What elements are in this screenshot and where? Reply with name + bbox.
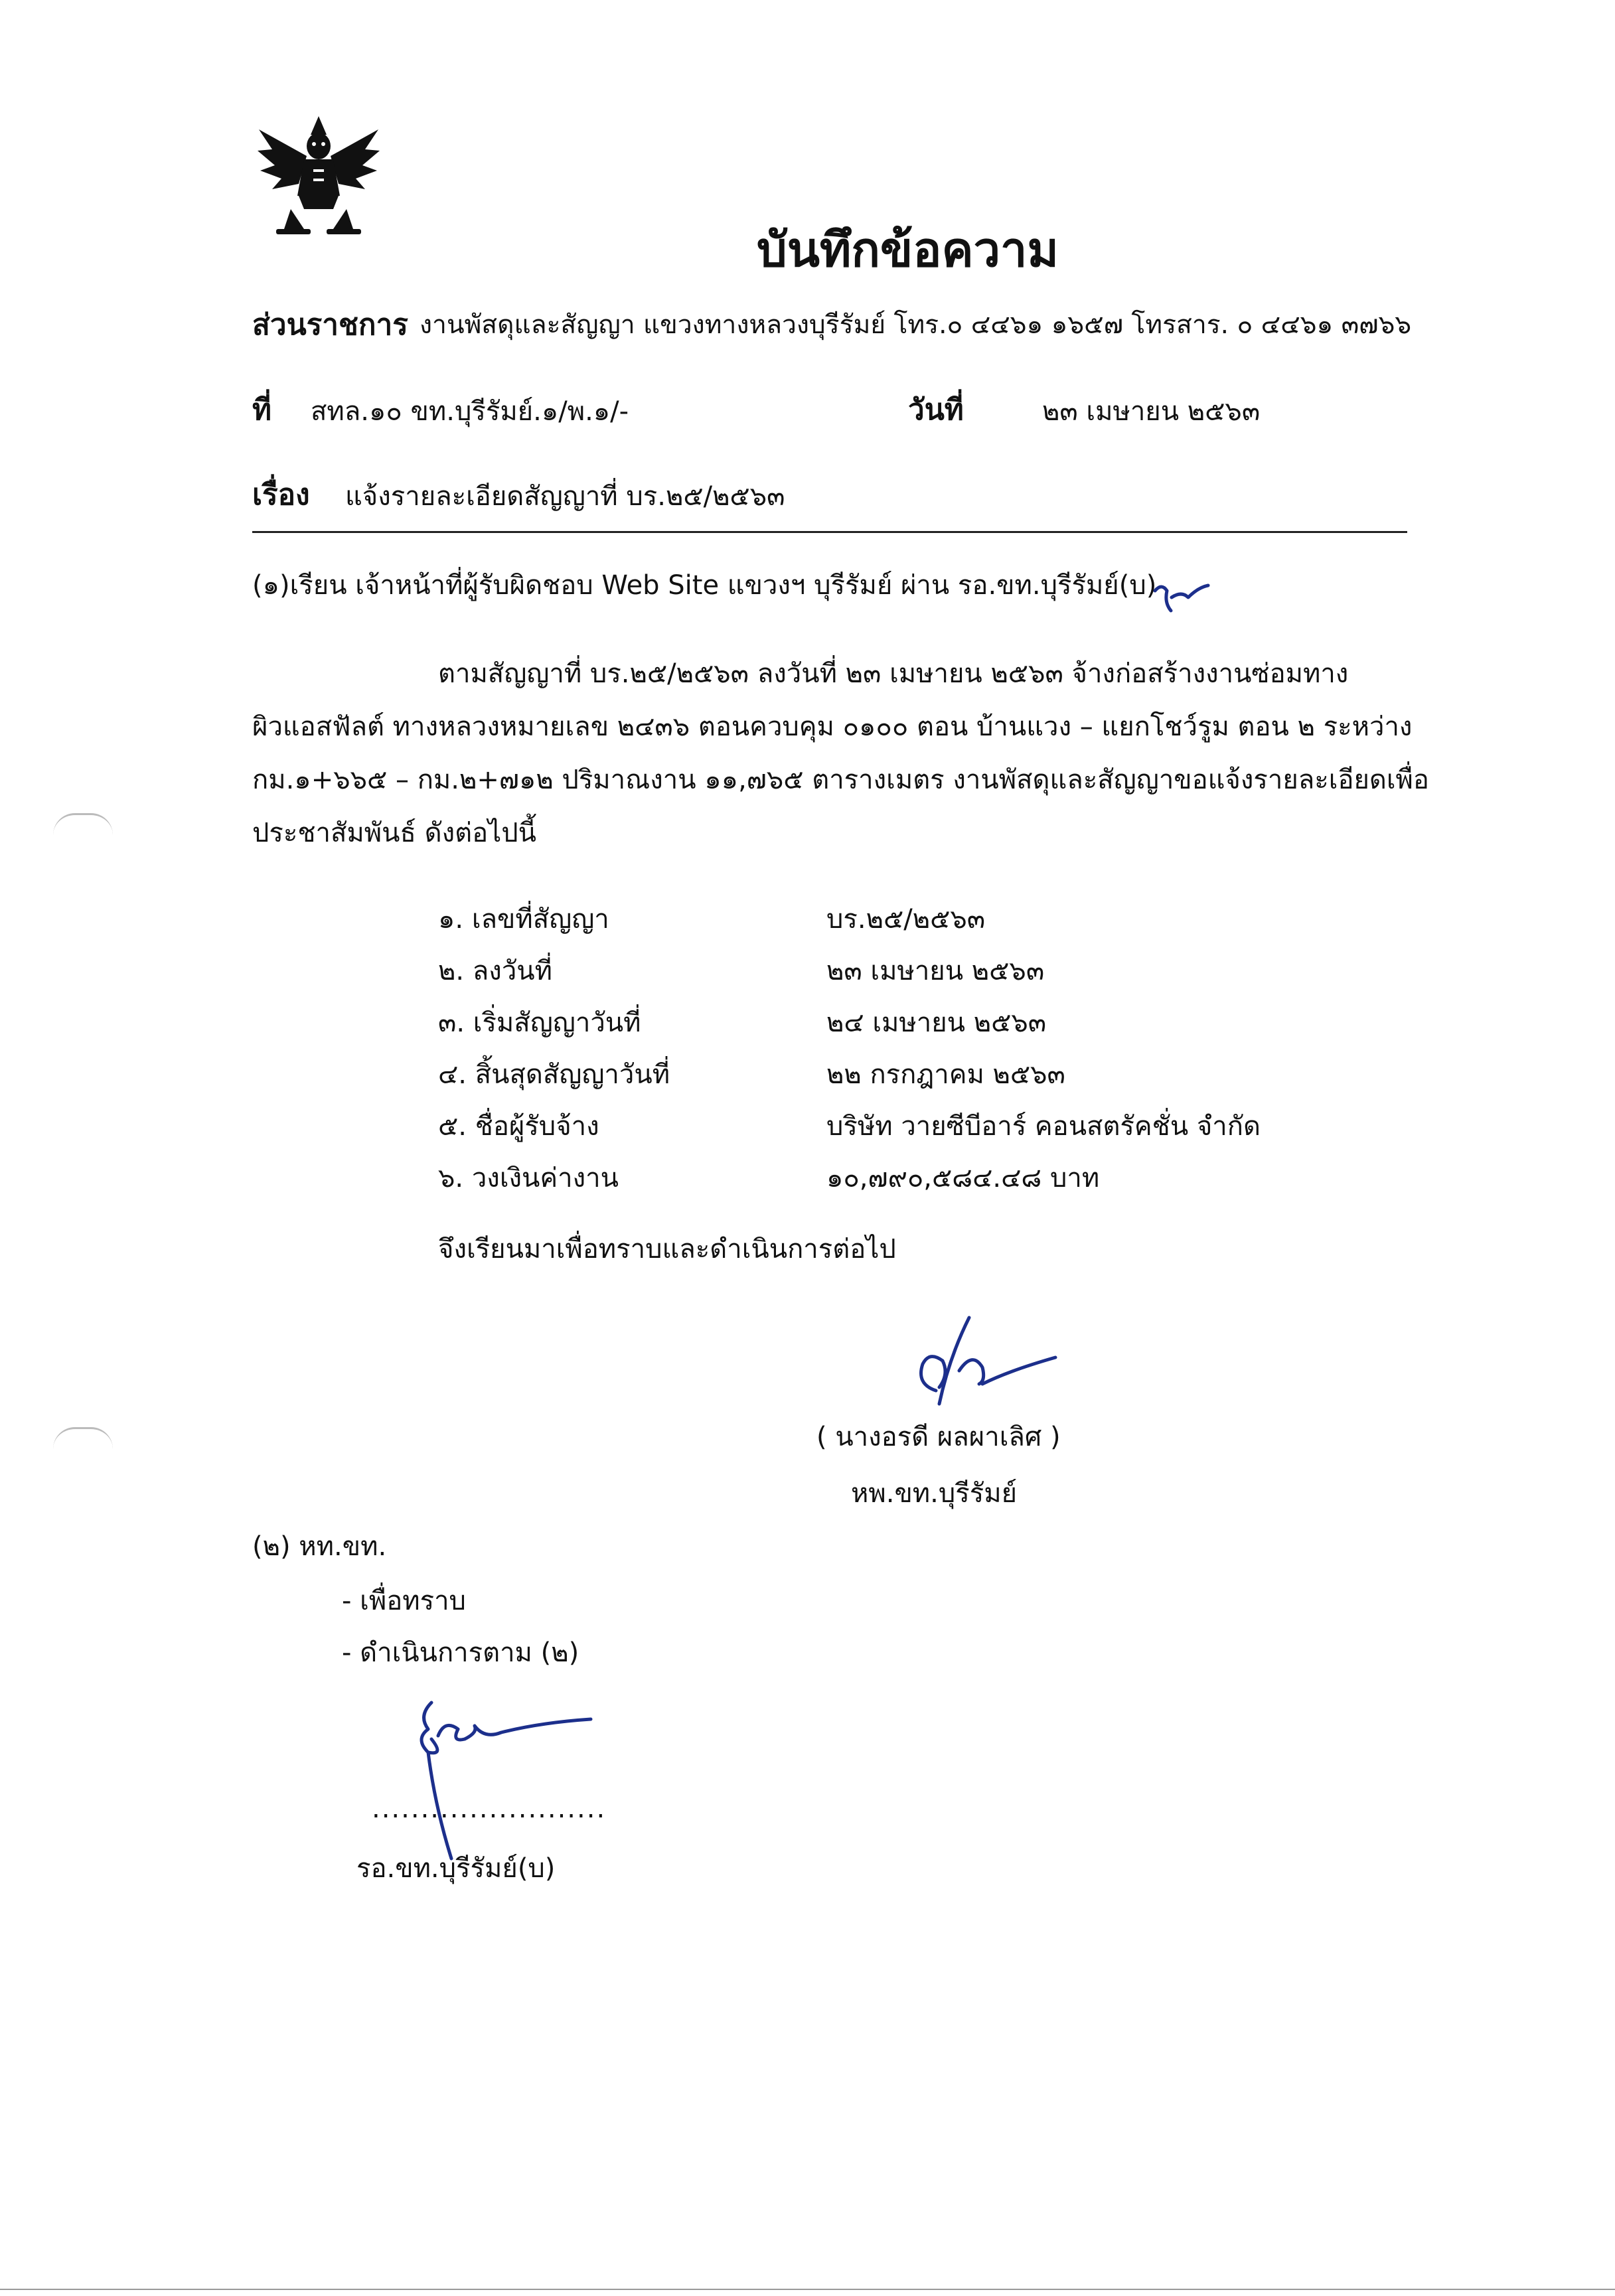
section2-item: - เพื่อทราบ: [342, 1586, 466, 1616]
paragraph-line-3: กม.๑+๖๖๕ – กม.๒+๗๑๒ ปริมาณงาน ๑๑,๗๖๕ ตารางเมตร งานพัสดุและสัญญาขอแจ้งรายละเอียดเพื่อ: [252, 765, 1429, 795]
garuda-emblem-logo: [252, 110, 385, 242]
date-value: ๒๓ เมษายน ๒๕๖๓: [1042, 396, 1261, 427]
subject-value: แจ้งรายละเอียดสัญญาที่ บร.๒๕/๒๕๖๓: [345, 481, 785, 512]
memo-title: บันทึกข้อความ: [757, 222, 1059, 277]
paragraph-line-1: ตามสัญญาที่ บร.๒๕/๒๕๖๓ ลงวันที่ ๒๓ เมษายน ๒๕๖๓ จ้างก่อสร้างงานซ่อมทาง: [438, 658, 1349, 689]
detail-value: ๒๔ เมษายน ๒๕๖๓: [826, 1008, 1047, 1038]
closing-line: จึงเรียนมาเพื่อทราบและดำเนินการต่อไป: [438, 1234, 896, 1264]
agency-value: งานพัสดุและสัญญา แขวงทางหลวงบุรีรัมย์ โทร.๐ ๔๔๖๑ ๑๖๕๗ โทรสาร. ๐ ๔๔๖๑ ๓๗๖๖: [420, 310, 1412, 340]
subject-label: เรื่อง: [252, 478, 310, 512]
detail-value: ๑๐,๗๙๐,๕๘๔.๔๘ บาท: [826, 1163, 1100, 1193]
bottom-scan-line: [0, 2289, 1615, 2290]
date-label: วันที่: [908, 393, 964, 427]
detail-value: ๒๓ เมษายน ๒๕๖๓: [826, 956, 1045, 986]
margin-crease: [53, 813, 113, 835]
detail-label: ๒. ลงวันที่: [438, 956, 553, 986]
detail-label: ๔. สิ้นสุดสัญญาวันที่: [438, 1059, 670, 1090]
section2-position: รอ.ขท.บุรีรัมย์(บ): [356, 1853, 556, 1884]
header-divider: [252, 531, 1407, 533]
paragraph-line-2: ผิวแอสฟัลต์ ทางหลวงหมายเลข ๒๔๓๖ ตอนควบคุม ๐๑๐๐ ตอน บ้านแวง – แยกโชว์รูม ตอน ๒ ระหว่าง: [252, 712, 1413, 742]
signature-1: [896, 1311, 1062, 1417]
paragraph-line-4: ประชาสัมพันธ์ ดังต่อไปนี้: [252, 818, 536, 848]
detail-label: ๖. วงเงินค่างาน: [438, 1163, 619, 1193]
detail-label: ๓. เริ่มสัญญาวันที่: [438, 1008, 641, 1038]
signature-dots: ........................: [372, 1794, 607, 1824]
ref-label: ที่: [252, 393, 272, 427]
detail-label: ๑. เลขที่สัญญา: [438, 904, 609, 935]
detail-value: บริษัท วายซีบีอาร์ คอนสตรัคชั่น จำกัด: [826, 1111, 1261, 1142]
margin-crease: [53, 1427, 113, 1449]
salutation: (๑)เรียน เจ้าหน้าที่ผู้รับผิดชอบ Web Site แขวงฯ บุรีรัมย์ ผ่าน รอ.ขท.บุรีรัมย์(บ): [252, 570, 1157, 601]
signature-2: [398, 1689, 611, 1862]
detail-value: ๒๒ กรกฎาคม ๒๕๖๓: [826, 1059, 1065, 1090]
agency-label: ส่วนราชการ: [252, 308, 408, 342]
section2-heading: (๒) หท.ขท.: [252, 1531, 387, 1562]
signatory-name: ( นางอรดี ผลผาเลิศ ): [816, 1422, 1061, 1452]
ref-value: สทล.๑๐ ขท.บุรีรัมย์.๑/พ.๑/-: [311, 396, 629, 427]
signatory-position: หพ.ขท.บุรีรัมย์: [851, 1478, 1018, 1509]
detail-value: บร.๒๕/๒๕๖๓: [826, 904, 986, 935]
section2-item: - ดำเนินการตาม (๒): [342, 1638, 579, 1668]
detail-label: ๕. ชื่อผู้รับจ้าง: [438, 1111, 599, 1142]
initial-mark: [1152, 571, 1211, 617]
